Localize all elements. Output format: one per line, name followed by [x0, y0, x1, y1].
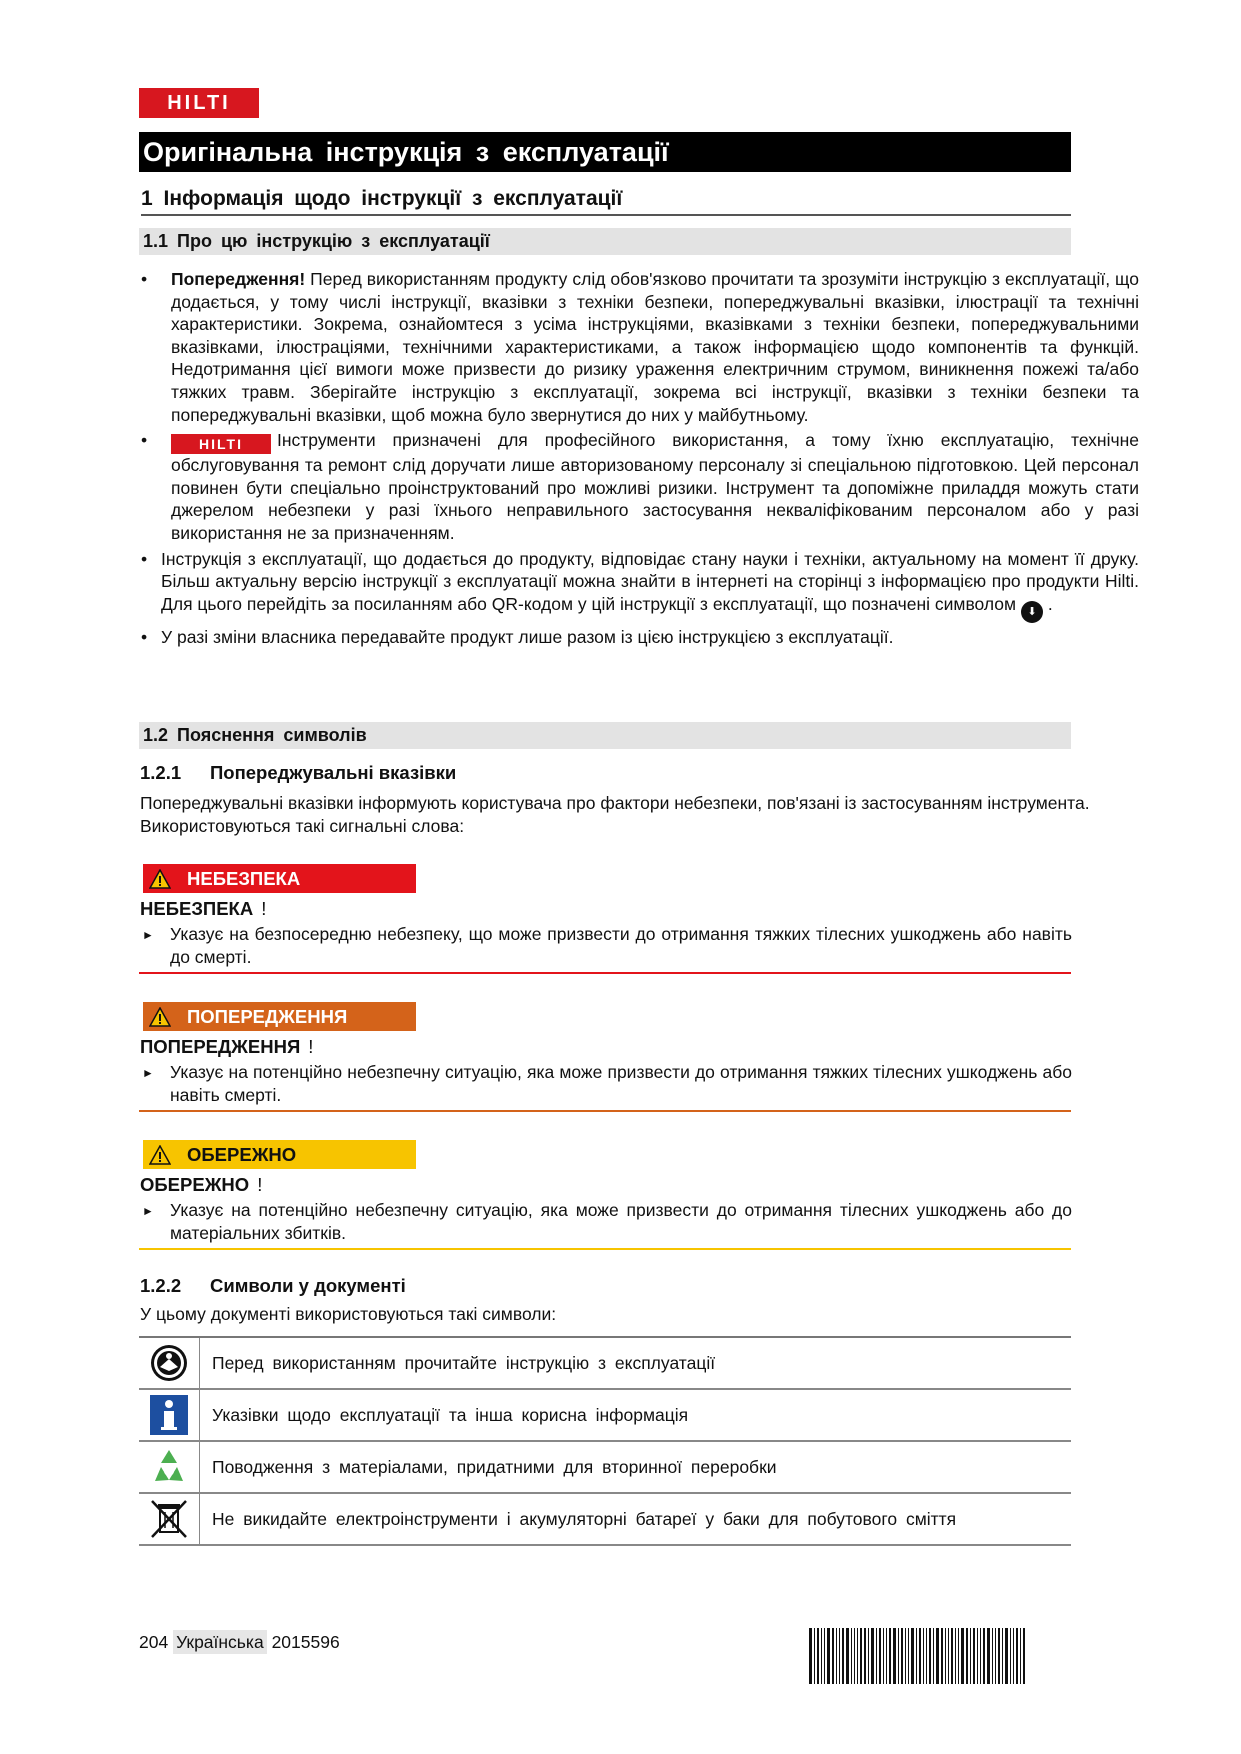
list-item-end: .: [1047, 593, 1053, 614]
exclamation: !: [257, 1174, 263, 1195]
signal-text: Указує на потенційно небезпечну ситуацію, яка може призвести до отримання тяжких тілесних ушкоджень або навіть смерті.: [170, 1062, 1072, 1105]
list-item: [139, 429, 1139, 544]
barcode-bar: [905, 1628, 906, 1684]
list-item-text: Інструменти призначені для професійного використання, а тому їхню експлуатацію, технічне обслуговування та ремонт слід доручати лише авторизованому персоналу зі спеціальною підготовкою. Цей персонал повинен бути спеціально проінструктований про можливі ризики. Інструмент та допоміжне приладдя можуть стати джерелом небезпеки у разі їхнього неправильного застосування некваліфікованим персоналом або у разі використання не за призначенням.: [171, 430, 1139, 543]
barcode-bar: [1016, 1628, 1018, 1684]
barcode-bar: [901, 1628, 903, 1684]
danger-divider: [139, 972, 1071, 974]
signal-heading-text: НЕБЕЗПЕКА: [140, 898, 254, 919]
barcode-bar: [987, 1628, 990, 1684]
arrow-bullet-icon: ►: [142, 1204, 154, 1218]
barcode-bar: [1020, 1628, 1021, 1684]
barcode-bar: [951, 1628, 953, 1684]
signal-description: [140, 923, 1072, 968]
subsubsection-heading: [140, 762, 456, 784]
exclamation: !: [308, 1036, 314, 1057]
warning-label: Попередження!: [171, 269, 306, 289]
signal-label: ПОПЕРЕДЖЕННЯ: [187, 1005, 348, 1027]
hilti-logo: [139, 88, 259, 118]
signal-heading-text: ОБЕРЕЖНО: [140, 1174, 250, 1195]
arrow-bullet-icon: ►: [142, 928, 154, 942]
warning-triangle-icon: [149, 869, 171, 889]
barcode-bar: [926, 1628, 927, 1684]
barcode-bar: [995, 1628, 996, 1684]
barcode-bar: [970, 1628, 971, 1684]
signal-text: Указує на безпосередню небезпеку, що може призвести до отримання тяжких тілесних ушкоджень або навіть до смерті.: [170, 924, 1072, 967]
intro-paragraph: У цьому документі використовуються такі символи:: [140, 1304, 557, 1324]
table-row: [139, 1494, 1071, 1546]
barcode-bar: [860, 1628, 862, 1684]
barcode-bar: [1005, 1628, 1008, 1684]
warning-triangle-icon: [149, 1145, 171, 1165]
crossed-bin-icon: [149, 1498, 189, 1540]
list-item: [139, 268, 1139, 426]
table-row: [139, 1442, 1071, 1494]
barcode-bar: [836, 1628, 837, 1684]
bullet-dot: •: [141, 430, 148, 451]
symbol-description: Не викидайте електроінструменти і акумуляторні батареї у баки для побутового сміття: [212, 1508, 957, 1529]
barcode-bar: [929, 1628, 931, 1684]
list-item-text: Перед використанням продукту слід обов'язково прочитати та зрозуміти інструкцію з експлуатації, що додається, у тому числі інструкції, вказівки з техніки безпеки, попереджувальні вказівки, ілюстрації та технічні характеристики. Зокрема, ознайомтеся з усіма інструкціями, вказівками з техніки безпеки, попереджувальними вказівками, ілюстраціями, технічними характеристиками, а також інформацією щодо компонентів та функцій. Недотримання цієї вимоги може призвести до ризику ураження електричним струмом, виникнення пожежі та/або тяжких травм. Зберігайте інструкцію з експлуатації, зокрема всі інструкції, вказівки з техніки безпеки та попереджувальні вказівки, щоб можна було звернутися до них у майбутньому.: [171, 269, 1139, 425]
list-item-text: У разі зміни власника передавайте продукт лише разом із цією інструкцією з експлуатації.: [161, 626, 894, 647]
warning-divider: [139, 1110, 1071, 1112]
download-manual-icon: ⬇: [1021, 601, 1043, 623]
barcode-bar: [919, 1628, 921, 1684]
hilti-inline-logo: HILTI: [171, 434, 271, 454]
barcode-bar: [889, 1628, 891, 1684]
barcode-bar: [961, 1628, 964, 1684]
info-icon: [150, 1395, 188, 1435]
barcode-bar: [980, 1628, 981, 1684]
barcode-bar: [1002, 1628, 1003, 1684]
barcode-bar: [857, 1628, 858, 1684]
barcode-bar: [973, 1628, 975, 1684]
barcode-bar: [948, 1628, 949, 1684]
barcode-bar: [893, 1628, 896, 1684]
bullet-dot: •: [141, 269, 148, 289]
barcode-bar: [879, 1628, 881, 1684]
barcode-bar: [911, 1628, 914, 1684]
arrow-bullet-icon: ►: [142, 1066, 154, 1080]
table-row: [139, 1390, 1071, 1442]
signal-heading: [140, 898, 266, 920]
barcode-bar: [992, 1628, 993, 1684]
bullet-dot: •: [141, 548, 148, 569]
barcode-bar: [936, 1628, 939, 1684]
subsection-heading-1-1: 1.1 Про цю інструкцію з експлуатації: [139, 228, 1071, 255]
recycle-icon: [149, 1447, 189, 1487]
barcode-bar: [983, 1628, 985, 1684]
signal-heading: [140, 1036, 313, 1058]
subsection-heading-1-2: 1.2 Пояснення символів: [139, 722, 1071, 749]
exclamation: !: [261, 898, 267, 919]
symbol-description: Перед використанням прочитайте інструкцію з експлуатації: [212, 1352, 716, 1373]
barcode-bar: [842, 1628, 844, 1684]
signal-text: Указує на потенційно небезпечну ситуацію, яка може призвести до отримання тілесних ушкоджень або до матеріальних збитків.: [170, 1200, 1072, 1243]
signal-description: [140, 1199, 1072, 1244]
barcode-bar: [851, 1628, 852, 1684]
heading-number: 1.2.2: [140, 1275, 182, 1296]
caution-divider: [139, 1248, 1071, 1250]
barcode-bar: [827, 1628, 830, 1684]
bullet-list: [139, 268, 1139, 651]
barcode-bar: [864, 1628, 866, 1684]
signal-label: НЕБЕЗПЕКА: [187, 867, 301, 889]
warning-triangle-icon: [149, 1007, 171, 1027]
signal-heading-text: ПОПЕРЕДЖЕННЯ: [140, 1036, 301, 1057]
page-number: 204: [139, 1632, 169, 1652]
barcode-bar: [809, 1628, 812, 1684]
warning-signal-panel: [143, 1002, 416, 1031]
heading-text: Попереджувальні вказівки: [210, 762, 457, 783]
barcode-bar: [923, 1628, 924, 1684]
barcode-bar: [821, 1628, 822, 1684]
list-item: [139, 548, 1139, 623]
barcode-bar: [933, 1628, 934, 1684]
caution-signal-panel: [143, 1140, 416, 1169]
barcode-bar: [883, 1628, 884, 1684]
barcode: [809, 1628, 1072, 1684]
barcode-bar: [977, 1628, 978, 1684]
list-item-text: Інструкція з експлуатації, що додається до продукту, відповідає стану науки і техніки, актуальному на момент її друку. Більш актуальну версію інструкції з експлуатації можна знайти в інтернеті на сторінці з інформацією про продукти Hilti. Для цього перейдіть за посиланням або QR-кодом у цій інструкції з експлуатації, що позначені символом: [161, 548, 1139, 614]
barcode-bar: [958, 1628, 959, 1684]
barcode-bar: [824, 1628, 825, 1684]
symbols-table: [139, 1336, 1071, 1546]
barcode-bar: [868, 1628, 869, 1684]
signal-heading: [140, 1174, 262, 1196]
barcode-bar: [898, 1628, 899, 1684]
logo-text: HILTI: [167, 91, 231, 114]
barcode-bar: [998, 1628, 1000, 1684]
document-title: Оригінальна інструкція з експлуатації: [139, 132, 1071, 172]
bullet-dot: •: [141, 626, 148, 647]
barcode-bar: [1013, 1628, 1014, 1684]
barcode-bar: [854, 1628, 855, 1684]
signal-description: [140, 1061, 1072, 1106]
barcode-bar: [886, 1628, 887, 1684]
page-footer: [139, 1632, 340, 1653]
footer-language: Українська: [173, 1630, 267, 1654]
read-manual-icon: [149, 1343, 189, 1383]
barcode-bar: [814, 1628, 815, 1684]
barcode-bar: [1010, 1628, 1011, 1684]
barcode-bar: [1023, 1628, 1025, 1684]
intro-paragraph: Попереджувальні вказівки інформують користувача про фактори небезпеки, пов'язані із застосуванням інструмента. Використовуються такі сигнальні слова:: [140, 793, 1090, 836]
section-heading: 1 Інформація щодо інструкції з експлуатації: [141, 186, 1071, 216]
barcode-bar: [846, 1628, 849, 1684]
barcode-bar: [908, 1628, 909, 1684]
heading-number: 1.2.1: [140, 762, 182, 783]
barcode-bar: [839, 1628, 840, 1684]
danger-signal-panel: [143, 864, 416, 893]
barcode-bar: [876, 1628, 877, 1684]
barcode-bar: [871, 1628, 874, 1684]
list-item: [139, 626, 1139, 649]
symbol-description: Указівки щодо експлуатації та інша корисна інформація: [212, 1404, 689, 1425]
barcode-bar: [817, 1628, 819, 1684]
table-row: [139, 1338, 1071, 1390]
barcode-bar: [832, 1628, 834, 1684]
barcode-bar: [941, 1628, 943, 1684]
barcode-bar: [966, 1628, 968, 1684]
barcode-bar: [945, 1628, 946, 1684]
heading-text: Символи у документі: [210, 1275, 406, 1296]
signal-label: ОБЕРЕЖНО: [187, 1143, 297, 1165]
symbol-description: Поводження з матеріалами, придатними для вторинної переробки: [212, 1456, 777, 1477]
subsubsection-heading: [140, 1275, 406, 1297]
document-number: 2015596: [271, 1632, 340, 1652]
barcode-bar: [916, 1628, 917, 1684]
barcode-bar: [955, 1628, 956, 1684]
